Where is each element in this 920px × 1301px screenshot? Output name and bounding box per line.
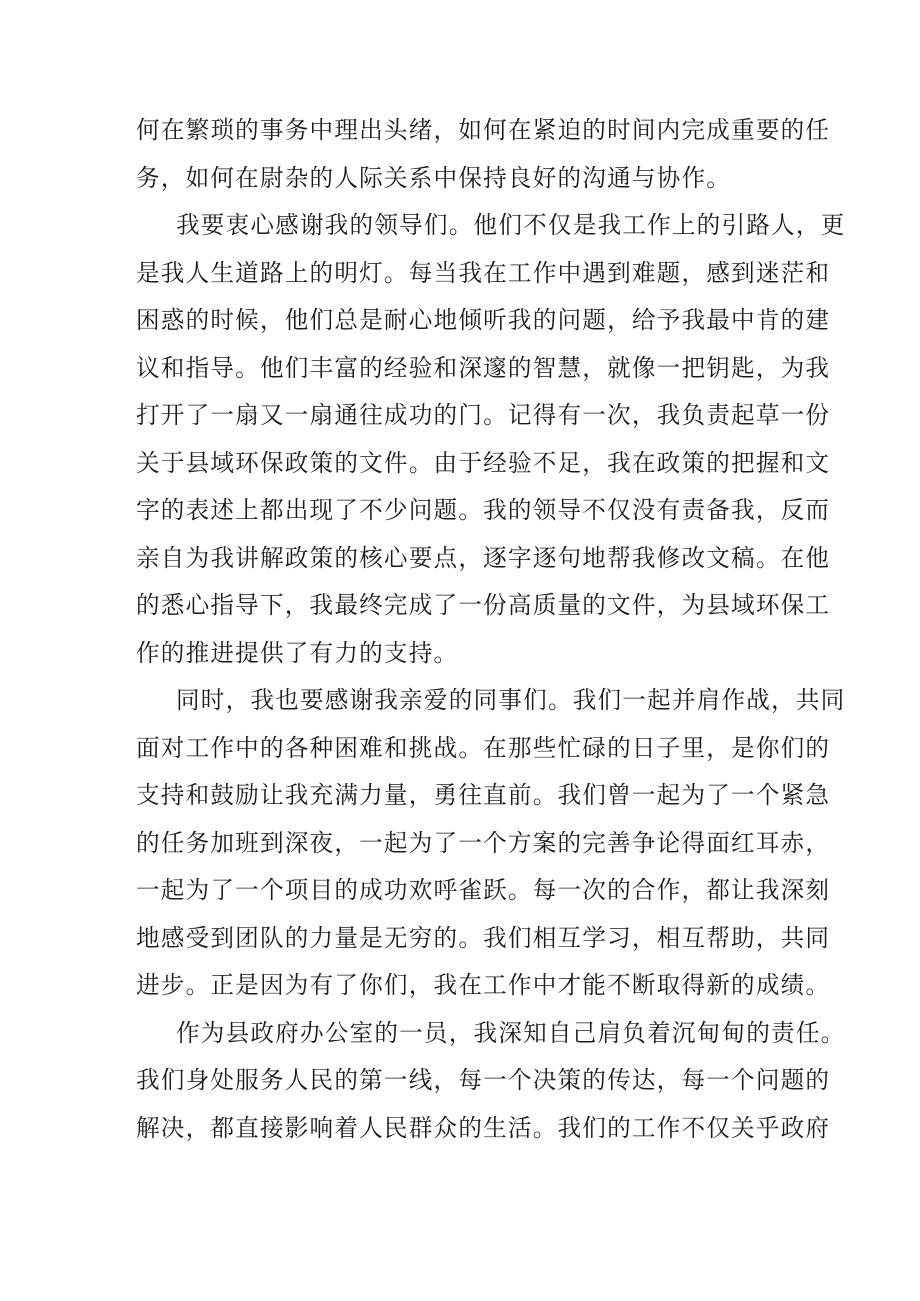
text-line: 困惑的时候，他们总是耐心地倾听我的问题，给予我最中肯的建 — [136, 306, 831, 334]
text-line: 我们身处服务人民的第一线，每一个决策的传达，每一个问题的 — [136, 1066, 831, 1094]
text-line: 的悉心指导下，我最终完成了一份高质量的文件，为县域环保工 — [136, 591, 831, 619]
text-line: 作为县政府办公室的一员，我深知自己肩负着沉甸甸的责任。 — [176, 1018, 846, 1047]
text-line: 一起为了一个项目的成功欢呼雀跃。每一次的合作，都让我深刻 — [136, 876, 831, 904]
paragraph-responsibility — [136, 1010, 846, 1153]
text-line: 地感受到团队的力量是无穷的。我们相互学习，相互帮助，共同 — [136, 923, 831, 952]
text-line: 面对工作中的各种困难和挑战。在那些忙碌的日子里，是你们的 — [136, 733, 831, 762]
text-line: 作的推进提供了有力的支持。 — [136, 638, 459, 667]
text-line: 关于县域环保政策的文件。由于经验不足，我在政策的把握和文 — [136, 448, 831, 477]
text-line: 议和指导。他们丰富的经验和深邃的智慧，就像一把钥匙，为我 — [136, 353, 831, 382]
text-line: 同时，我也要感谢我亲爱的同事们。我们一起并肩作战，共同 — [176, 686, 846, 714]
text-line: 字的表述上都出现了不少问题。我的领导不仅没有责备我，反而 — [136, 496, 831, 524]
paragraph-thanks-leaders — [136, 202, 846, 677]
text-line: 是我人生道路上的明灯。每当我在工作中遇到难题，感到迷茫和 — [136, 258, 831, 287]
text-line: 亲自为我讲解政策的核心要点，逐字逐句地帮我修改文稿。在他 — [136, 543, 831, 572]
text-line: 务，如何在尉杂的人际关系中保持良好的沟通与协作。 — [136, 163, 732, 192]
paragraph-continuation — [136, 107, 831, 202]
text-line: 的任务加班到深夜，一起为了一个方案的完善争论得面红耳赤， — [136, 828, 831, 857]
text-line: 支持和鼓励让我充满力量，勇往直前。我们曾一起为了一个紧急 — [136, 781, 831, 809]
text-line: 进步。正是因为有了你们，我在工作中才能不断取得新的成绩。 — [136, 971, 831, 999]
document-body — [136, 107, 846, 1152]
text-line: 打开了一扇又一扇通往成功的门。记得有一次，我负责起草一份 — [136, 401, 831, 429]
paragraph-thanks-colleagues — [136, 677, 846, 1010]
text-line: 我要衷心感谢我的领导们。他们不仅是我工作上的引路人，更 — [176, 211, 846, 239]
text-line: 何在繁琐的事务中理出头绪，如何在紧迫的时间内完成重要的任 — [136, 116, 831, 144]
text-line: 解决，都直接影响着人民群众的生活。我们的工作不仅关乎政府 — [136, 1113, 831, 1142]
